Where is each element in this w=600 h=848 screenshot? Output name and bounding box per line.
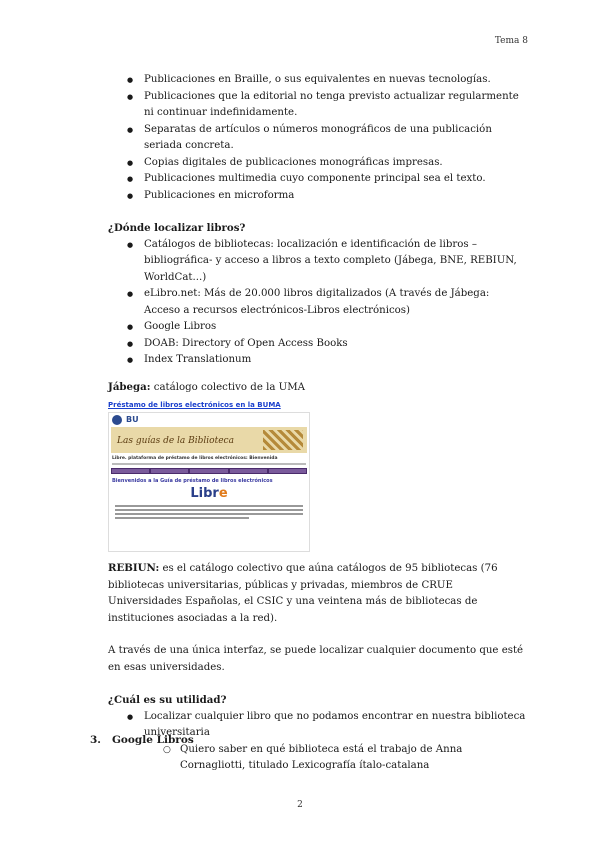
list-item: ● Index Translationum [108, 352, 528, 369]
jabega-text: catálogo colectivo de la UMA [150, 381, 306, 393]
bu-text: BU [126, 414, 139, 424]
text-line [112, 463, 306, 465]
buma-link[interactable]: Préstamo de libros electrónicos en la BUMA [108, 401, 281, 409]
list-item: ● Catálogos de bibliotecas: localización e identificación de libros –bibliográfica- y acceso a libros a texto completo (Jábega, BNE, REBIUN, WorldCat...) [108, 237, 528, 287]
page-header: Tema 8 [494, 36, 528, 46]
interface-paragraph: A través de una única interfaz, se puede localizar cualquier documento que esté en esas universidades. [108, 645, 524, 673]
page-number: 2 [297, 800, 303, 810]
text-line [115, 505, 303, 507]
rebiun-label: REBIUN: [108, 562, 160, 574]
guide-banner [111, 427, 307, 453]
jabega-label: Jábega: [108, 380, 151, 393]
format-list [108, 72, 528, 204]
list-item: ● DOAB: Directory of Open Access Books [108, 336, 528, 353]
list-item: ● Copias digitales de publicaciones monográficas impresas. [108, 155, 528, 172]
list-item: ● eLibro.net: Más de 20.000 libros digitalizados (A través de Jábega: Acceso a recursos electrónicos-Libros electrónicos) [108, 286, 528, 319]
list-item: ● Separatas de artículos o números monográficos de una publicación seriada concreta. [108, 122, 528, 155]
screenshot-page-title: Libre. plataforma de préstamo de libros electrónicos: Bienvenida [112, 456, 278, 461]
heading-where: ¿Dónde localizar libros? [108, 222, 246, 234]
section-title [90, 734, 194, 746]
bu-bar [109, 413, 309, 427]
list-item: ● Publicaciones en Braille, o sus equivalentes en nuevas tecnologías. [108, 72, 528, 89]
banner-decoration [263, 430, 303, 450]
list-item: ● Localizar cualquier libro que no podamos encontrar en nuestra biblioteca universitaria [108, 709, 528, 742]
section-number: 3. [90, 734, 101, 746]
heading-utility: ¿Cuál es su utilidad? [108, 694, 227, 706]
rebiun-text: es el catálogo colectivo que aúna catálogos de 95 bibliotecas (76 bibliotecas universitarias, públicas y privadas, miembros de CRUE Universidades Españolas, el CSIC y una veintena más de bibliotecas de instituciones asociadas a la red). [108, 563, 498, 624]
text-line [115, 517, 249, 519]
libre-logo: Libre [190, 486, 228, 501]
text-line [115, 513, 303, 515]
jabega-line [108, 379, 528, 397]
bu-logo-icon [112, 415, 122, 425]
screenshot-nav [111, 468, 307, 474]
document-body [108, 72, 528, 775]
screenshot-frame [108, 412, 310, 552]
sub-list-item: ○ Quiero saber en qué biblioteca está el trabajo de Anna Cornagliotti, titulado Lexicografía ítalo-catalana [108, 742, 528, 775]
list-item: ● Google Libros [108, 319, 528, 336]
embedded-screenshot [108, 400, 308, 550]
list-item: ● Publicaciones multimedia cuyo componente principal sea el texto. [108, 171, 528, 188]
screenshot-heading: Bienvenidos a la Guía de préstamo de libros electrónicos [112, 478, 273, 484]
section-title-text: Google Libros [111, 734, 194, 746]
sources-list [108, 237, 528, 369]
banner-title: Las guías de la Biblioteca [117, 436, 234, 446]
list-item: ● Publicaciones en microforma [108, 188, 528, 205]
rebiun-paragraph [108, 560, 528, 627]
list-item: ● Publicaciones que la editorial no tenga previsto actualizar regularmente ni continuar indefinidamente. [108, 89, 528, 122]
text-line [115, 509, 303, 511]
